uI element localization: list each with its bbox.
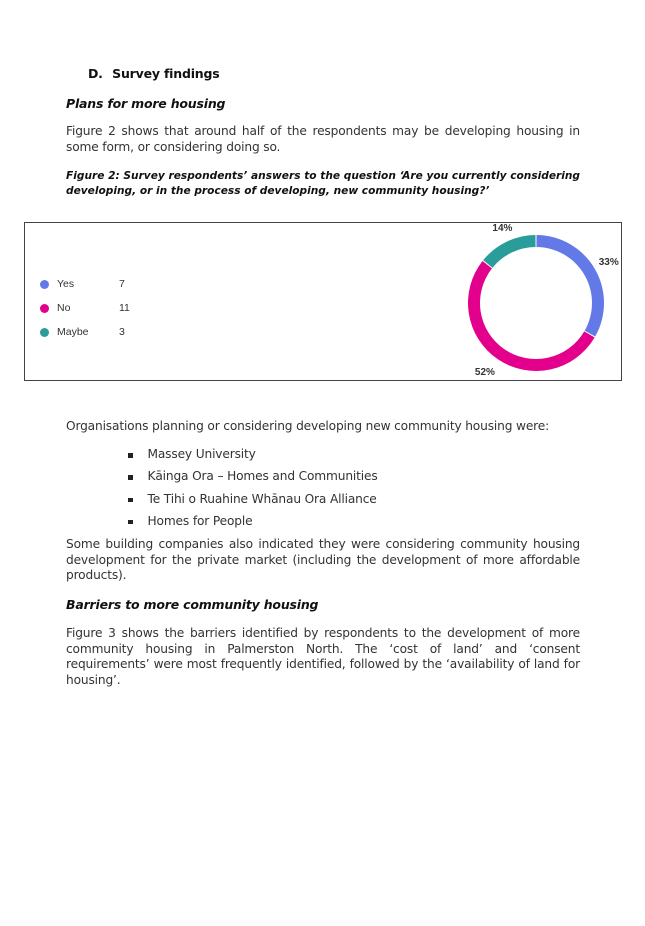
list-item-text: Kāinga Ora – Homes and Communities: [147, 469, 378, 484]
section-number: D.: [88, 66, 103, 81]
donut-slices: [468, 235, 604, 371]
barriers-heading: Barriers to more community housing: [66, 597, 319, 612]
list-item: [128, 469, 378, 491]
legend-label: Yes: [57, 278, 75, 290]
section-heading: [88, 66, 220, 81]
list-item: [128, 492, 378, 514]
private-market-paragraph: Some building companies also indicated they were considering community housing development for the private market (including the development of more affordable products).: [66, 537, 580, 582]
donut-label-yes: 33%: [598, 257, 619, 268]
bullet-icon: [128, 520, 133, 525]
legend-label: No: [57, 302, 71, 314]
bullet-icon: [128, 475, 133, 480]
plans-heading: Plans for more housing: [66, 96, 226, 111]
bullet-icon: [128, 453, 133, 458]
legend-item-yes: [38, 272, 130, 296]
bullet-icon: [128, 498, 133, 503]
legend-label: Maybe: [57, 326, 89, 338]
section-title: Survey findings: [112, 66, 220, 81]
donut-label-no: 52%: [474, 367, 495, 379]
donut-slice-no: [468, 261, 595, 371]
list-item: [128, 447, 378, 469]
donut-slice-yes: [536, 235, 604, 337]
donut-slice-maybe: [483, 235, 535, 268]
list-item-text: Homes for People: [147, 513, 253, 528]
legend-dot-no-icon: [40, 304, 49, 313]
chart-legend: [38, 272, 130, 344]
legend-dot-maybe-icon: [40, 328, 49, 337]
legend-value: 11: [119, 302, 130, 314]
plans-intro-paragraph: Figure 2 shows that around half of the respondents may be developing housing in some form, or considering doing so.: [66, 124, 580, 154]
donut-chart: [456, 223, 622, 379]
donut-label-maybe: 14%: [492, 223, 513, 235]
legend-item-maybe: [38, 320, 130, 344]
barriers-paragraph: Figure 3 shows the barriers identified by respondents to the development of more community housing in Palmerston North. The ‘cost of land’ and ‘consent requirements’ were most frequently identified, followed by the ‘availability of land for housing’.: [66, 626, 580, 687]
legend-dot-yes-icon: [40, 280, 49, 289]
organisations-list: [128, 447, 378, 536]
legend-item-no: [38, 296, 130, 320]
list-item-text: Te Tihi o Ruahine Whānau Ora Alliance: [147, 491, 377, 506]
figure-2-caption: Figure 2: Survey respondents’ answers to the question ‘Are you currently considering developing, or in the process of developing, new community housing?’: [66, 170, 580, 197]
list-item-text: Massey University: [147, 447, 256, 461]
organisations-intro: Organisations planning or considering developing new community housing were:: [66, 419, 550, 433]
list-item: [128, 514, 378, 536]
legend-value: 7: [119, 278, 125, 290]
legend-value: 3: [119, 326, 125, 338]
